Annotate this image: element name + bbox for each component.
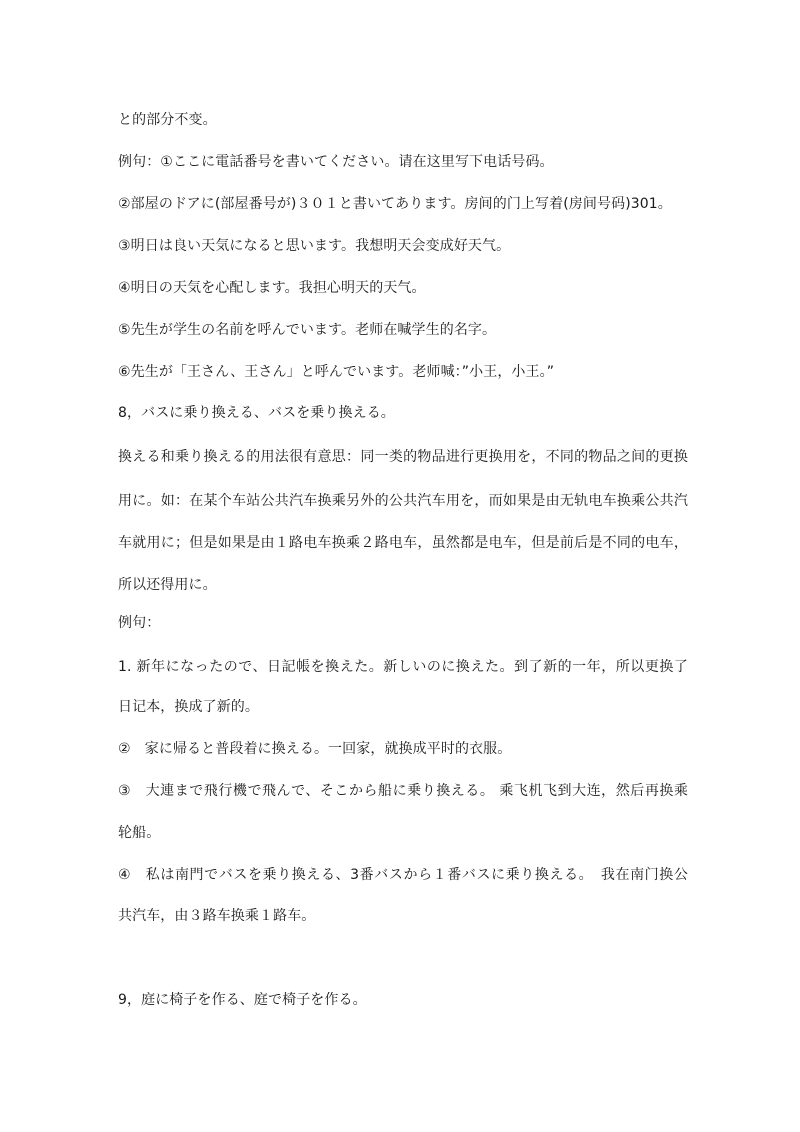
- text-line-12: 所以还得用に。: [118, 577, 217, 593]
- text-line-11: 车就用に；但是如果是由１路电车换乘２路电车，虽然都是电车，但是前后是不同的电车，: [118, 535, 688, 551]
- text-line-14: 1. 新年になったので、日記帳を換えた。新しいのに換えた。到了新的一年，所以更换了: [118, 659, 688, 675]
- text-line-13: 例句：: [118, 615, 161, 631]
- text-line-18: 轮船。: [118, 825, 161, 841]
- text-line-2: 例句：①ここに電話番号を書いてください。请在这里写下电话号码。: [118, 154, 554, 170]
- text-line-3: ②部屋のドアに(部屋番号が)３０１と書いてあります。房间的门上写着(房间号码)301。: [118, 196, 672, 212]
- text-line-16: ② 家に帰ると普段着に換える。一回家，就换成平时的衣服。: [118, 741, 512, 757]
- text-line-5: ④明日の天気を心配します。我担心明天的天气。: [118, 280, 426, 296]
- text-line-15: 日记本，换成了新的。: [118, 699, 259, 715]
- section-heading-8: 8，バスに乗り換える、バスを乗り換える。: [118, 405, 395, 421]
- text-line-1: と的部分不变。: [118, 112, 217, 128]
- text-line-6: ⑤先生が学生の名前を呼んでいます。老师在喊学生的名字。: [118, 322, 497, 338]
- text-line-17: ③ 大連まで飛行機で飛んで、そこから船に乗り換える。 乘飞机飞到大连，然后再换乘: [118, 783, 688, 799]
- text-line-7: ⑥先生が「王さん、王さん」と呼んでいます。老师喊：”小王，小王。”: [118, 364, 555, 380]
- text-line-9: 換える和乗り換える的用法很有意思：同一类的物品进行更换用を，不同的物品之间的更换: [118, 449, 688, 465]
- text-line-19: ④ 私は南門でバスを乗り換える、3番バスから１番バスに乗り換える。 我在南门换公: [118, 867, 688, 883]
- section-heading-9: 9，庭に椅子を作る、庭で椅子を作る。: [118, 992, 367, 1008]
- text-line-4: ③明日は良い天気になると思います。我想明天会变成好天气。: [118, 238, 511, 254]
- text-line-10: 用に。如：在某个车站公共汽车换乘另外的公共汽车用を，而如果是由无轨电车换乘公共汽: [118, 493, 688, 509]
- text-line-20: 共汽车，由３路车换乘１路车。: [118, 908, 316, 924]
